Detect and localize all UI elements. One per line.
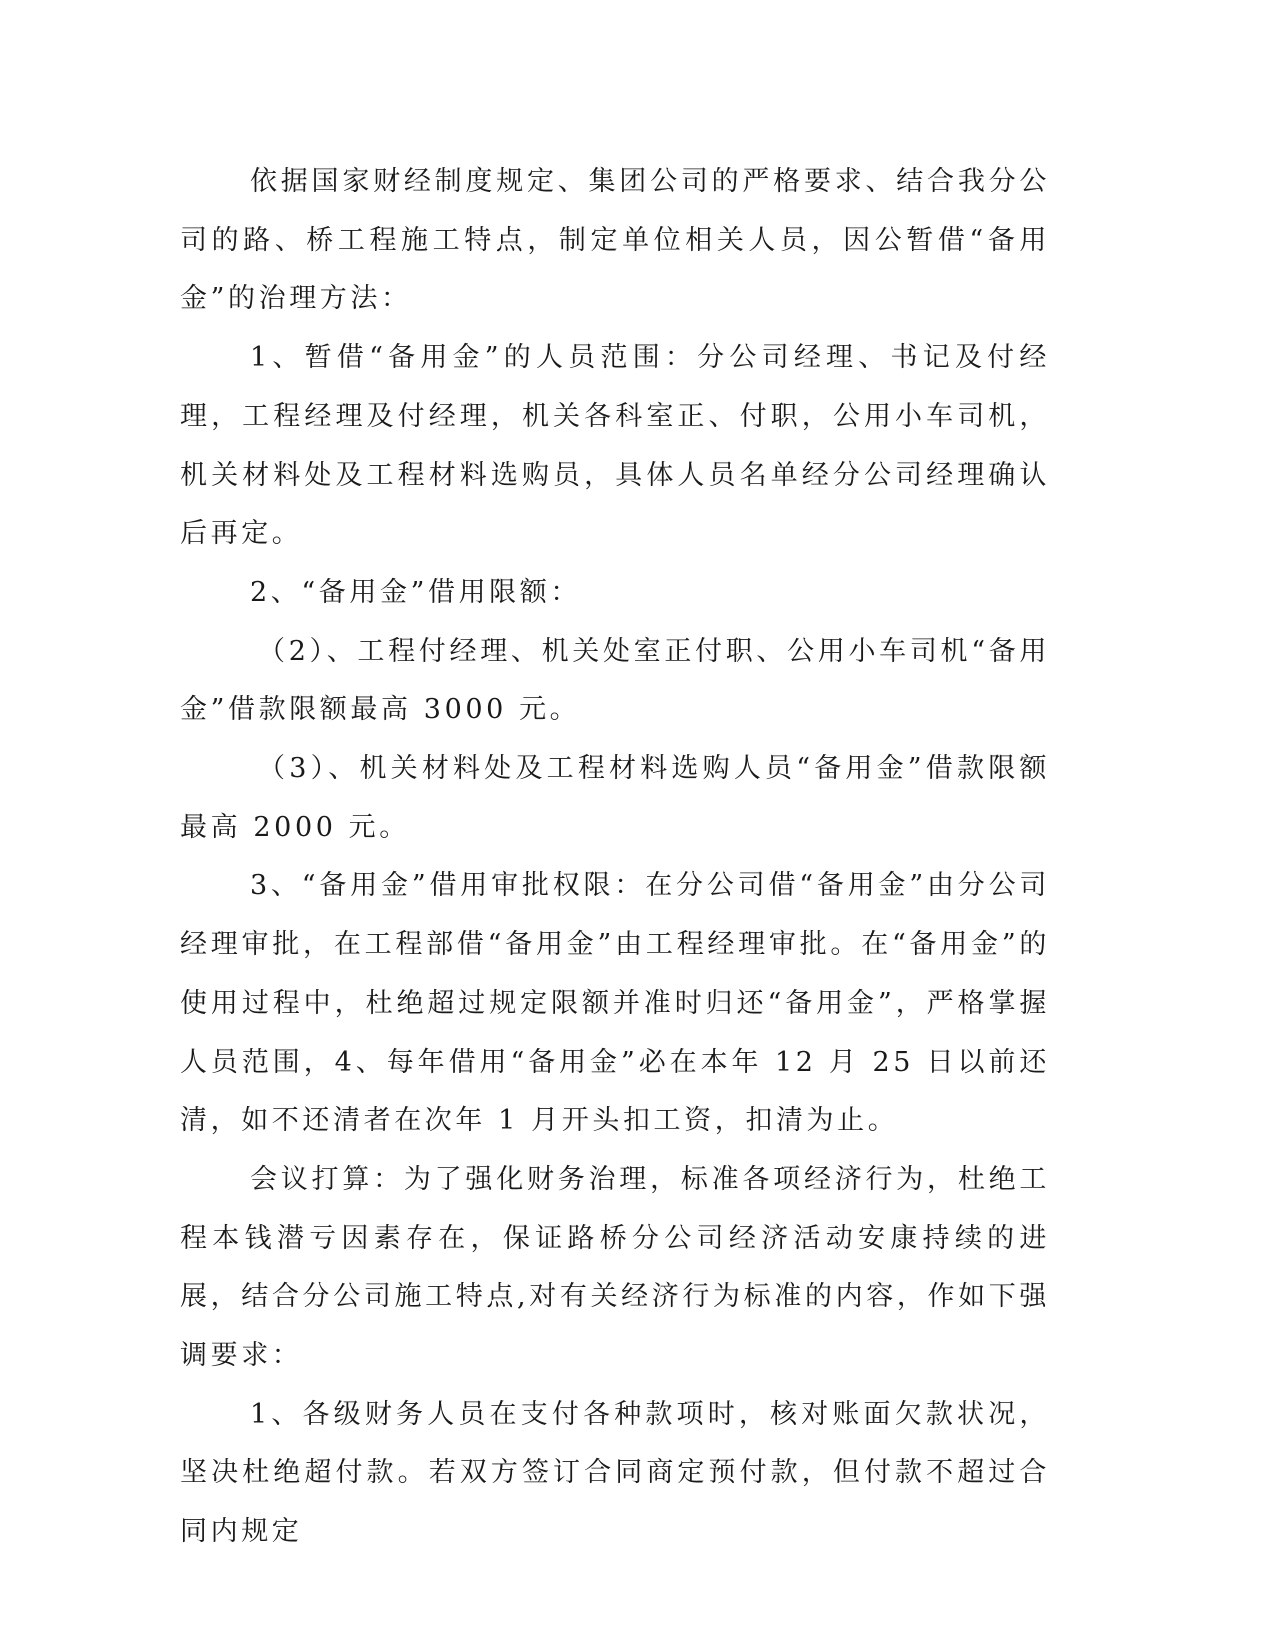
paragraph-limit-item-3: （3）、机关材料处及工程材料选购人员“备用金”借款限额最高 2000 元。 <box>180 753 1050 843</box>
paragraph-borrow-limit-heading: 2、“备用金”借用限额： <box>250 576 581 608</box>
document-body <box>180 153 1050 1562</box>
paragraph-meeting-plan: 会议打算：为了强化财务治理，标准各项经济行为，杜绝工程本钱潜亏因素存在，保证路桥分公司经济活动安康持续的进展，结合分公司施工特点,对有关经济行为标准的内容，作如下强调要求： <box>180 1163 1050 1372</box>
paragraph-approval-authority: 3、“备用金”借用审批权限：在分公司借“备用金”由分公司经理审批，在工程部借“备用金”由工程经理审批。在“备用金”的使用过程中，杜绝超过规定限额并准时归还“备用金”，严格掌握人员范围，4、每年借用“备用金”必在本年 12 月 25 日以前还清，如不还清者在次年 1 月开头扣工资，扣清为止。 <box>180 870 1050 1137</box>
paragraph-limit-item-2: （2）、工程付经理、机关处室正付职、公用小车司机“备用金”借款限额最高 3000 元。 <box>180 635 1050 726</box>
paragraph-intro: 依据国家财经制度规定、集团公司的严格要求、结合我分公司的路、桥工程施工特点，制定单位相关人员，因公暂借“备用金”的治理方法： <box>180 166 1050 315</box>
paragraph-payment-rule: 1、各级财务人员在支付各种款项时，核对账面欠款状况，坚决杜绝超付款。若双方签订合同商定预付款，但付款不超过合同内规定 <box>180 1398 1050 1548</box>
paragraph-personnel-scope: 1、暂借“备用金”的人员范围：分公司经理、书记及付经理，工程经理及付经理，机关各科室正、付职，公用小车司机，机关材料处及工程材料选购员，具体人员名单经分公司经理确认后再定。 <box>180 342 1050 550</box>
